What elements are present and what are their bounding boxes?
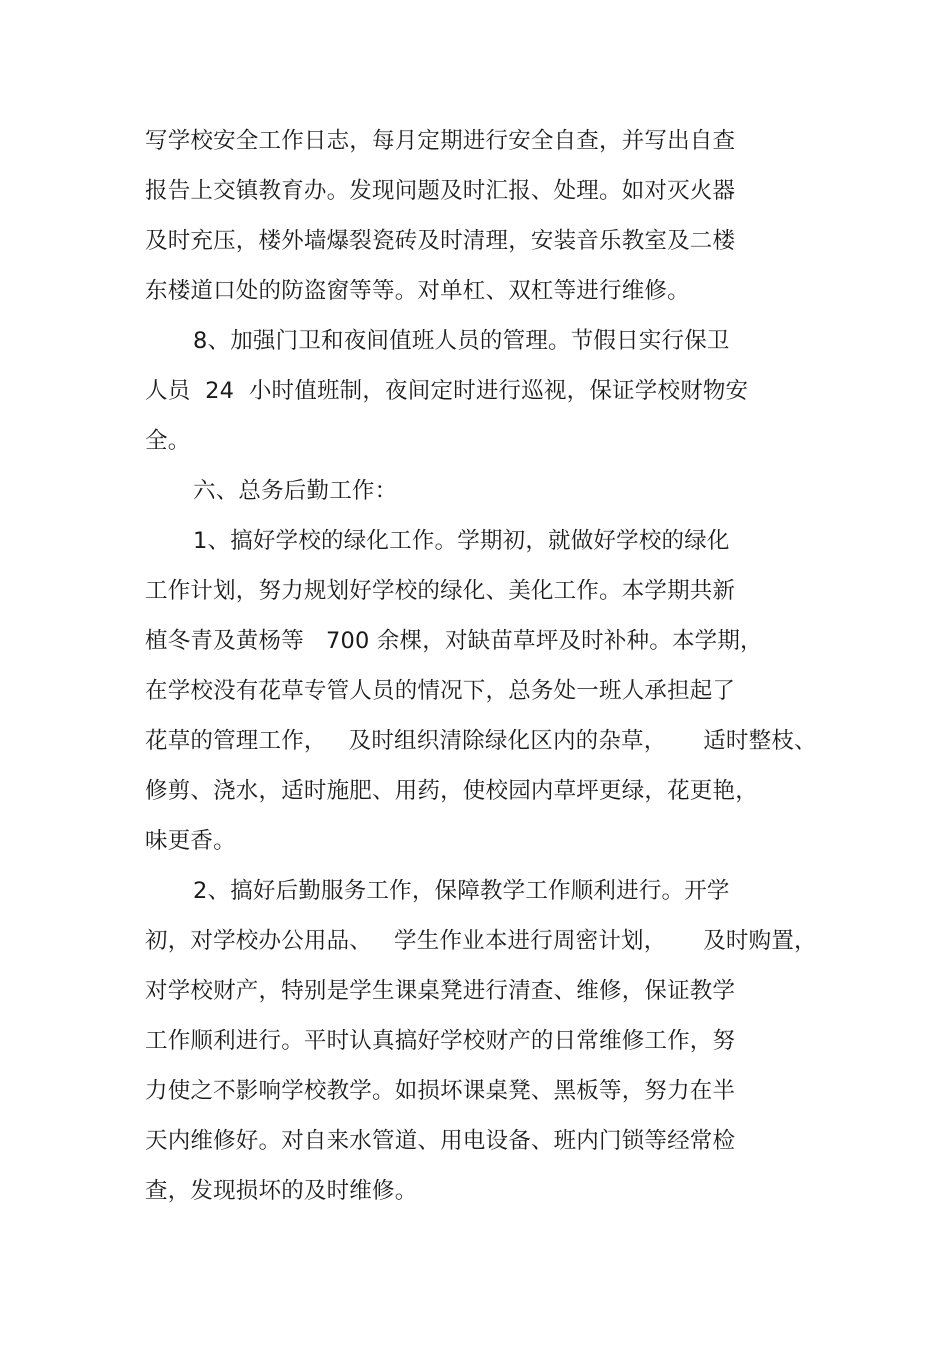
text-line: 报告上交镇教育办。发现问题及时汇报、处理。如对灭火器 — [145, 178, 736, 204]
text-line: 工作顺利进行。平时认真搞好学校财产的日常维修工作，努 — [145, 1028, 736, 1054]
paragraph-start-line: 2、搞好后勤服务工作，保障教学工作顺利进行。开学 — [193, 878, 730, 904]
text-line: 东楼道口处的防盗窗等等。对单杠、双杠等进行维修。 — [145, 278, 690, 304]
paragraph-start-line: 1、搞好学校的绿化工作。学期初，就做好学校的绿化 — [193, 528, 730, 554]
text-line: 植冬青及黄杨等 700 余棵，对缺苗草坪及时补种。本学期， — [145, 628, 763, 654]
text-line: 写学校安全工作日志，每月定期进行安全自查，并写出自查 — [145, 128, 736, 154]
text-line: 查，发现损坏的及时维修。 — [145, 1178, 418, 1204]
text-line: 味更香。 — [145, 828, 236, 854]
text-line: 力使之不影响学校教学。如损坏课桌凳、黑板等，努力在半 — [145, 1078, 736, 1104]
text-line: 对学校财产，特别是学生课桌凳进行清查、维修，保证教学 — [145, 978, 736, 1004]
paragraph-start-line: 8、加强门卫和夜间值班人员的管理。节假日实行保卫 — [193, 328, 730, 354]
section-heading: 六、总务后勤工作： — [193, 478, 398, 504]
text-line: 天内维修好。对自来水管道、用电设备、班内门锁等经常检 — [145, 1128, 736, 1154]
text-line: 人员 24 小时值班制，夜间定时进行巡视，保证学校财物安 — [145, 378, 749, 404]
text-line: 全。 — [145, 428, 191, 454]
text-line: 在学校没有花草专管人员的情况下，总务处一班人承担起了 — [145, 678, 736, 704]
text-line: 花草的管理工作， 及时组织清除绿化区内的杂草， 适时整枝、 — [145, 728, 817, 754]
text-line: 修剪、浇水，适时施肥、用药，使校园内草坪更绿，花更艳， — [145, 778, 758, 804]
text-line: 及时充压，楼外墙爆裂瓷砖及时清理，安装音乐教室及二楼 — [145, 228, 736, 254]
text-line: 工作计划，努力规划好学校的绿化、美化工作。本学期共新 — [145, 578, 736, 604]
text-line: 初，对学校办公用品、 学生作业本进行周密计划， 及时购置， — [145, 928, 817, 954]
